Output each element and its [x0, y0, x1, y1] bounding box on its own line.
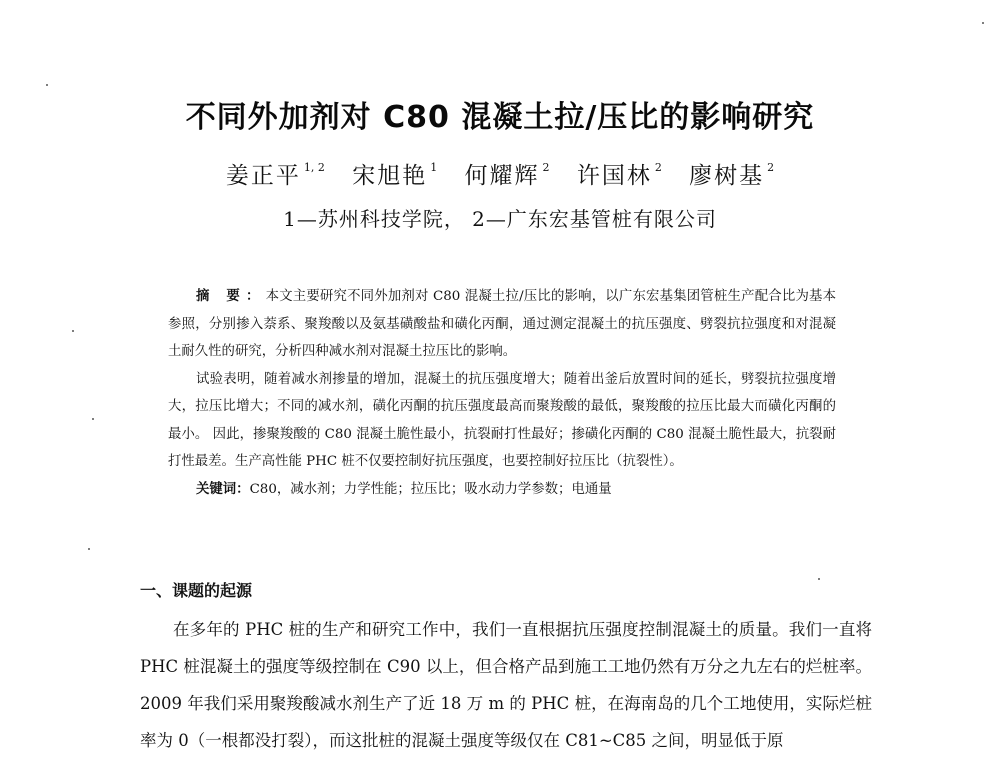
author-affiliation-mark: 2	[654, 161, 662, 174]
author	[577, 163, 662, 189]
paper-title: 不同外加剂对 C80 混凝土拉/压比的影响研究	[185, 100, 815, 135]
author-name: 廖树基	[689, 163, 765, 189]
author-affiliation-mark: 1, 2	[303, 161, 325, 174]
scan-speck	[72, 330, 74, 332]
author-name: 宋旭艳	[352, 163, 428, 189]
keywords-label: 关键词：	[196, 480, 250, 497]
author-affiliation-mark: 2	[767, 161, 775, 174]
author-name: 何耀辉	[464, 163, 540, 189]
author-affiliation-mark: 1	[430, 161, 438, 174]
abstract-paragraph	[168, 283, 836, 366]
scan-speck	[92, 418, 94, 420]
author	[226, 163, 325, 189]
scan-speck	[982, 22, 984, 24]
author-list	[0, 157, 1000, 190]
author	[465, 163, 550, 189]
keywords-text: C80，减水剂；力学性能；拉压比；吸水动力学参数；电通量	[249, 481, 612, 497]
section-body	[140, 611, 872, 759]
abstract-paragraph: 试验表明，随着减水剂掺量的增加，混凝土的抗压强度增大；随着出釜后放置时间的延长，劈裂抗拉强度增大，拉压比增大；不同的减水剂，磺化丙酮的抗压强度最高而聚羧酸的最低，聚羧酸的拉压比最大而磺化丙酮的最小。 因此，掺聚羧酸的 C80 混凝土脆性最小，抗裂耐打性最好；掺磺化丙酮的 C80 混凝土脆性最大，抗裂耐打性最差。生产高性能 PHC 桩不仅要控制好抗压强度，也要控制好拉压比（抗裂性）。	[168, 371, 836, 469]
author-name: 许国林	[576, 163, 652, 189]
body-paragraph: 在多年的 PHC 桩的生产和研究工作中，我们一直根据抗压强度控制混凝土的质量。我们一直将 PHC 桩混凝土的强度等级控制在 C90 以上，但合格产品到施工工地仍然有万分之九左右的烂桩率。2009 年我们采用聚羧酸减水剂生产了近 18 万 m 的 PHC 桩，在海南岛的几个工地使用，实际烂桩率为 0（一根都没打裂），而这批桩的混凝土强度等级仅在 C81~C85 之间，明显低于原	[140, 620, 872, 750]
abstract-label: 摘 要：	[196, 288, 266, 304]
affiliations: 1—苏州科技学院， 2—广东宏基管桩有限公司	[283, 207, 717, 231]
author-affiliation-mark: 2	[542, 161, 550, 174]
section-heading: 一、课题的起源	[140, 581, 253, 600]
author	[352, 163, 437, 189]
keywords	[168, 476, 836, 504]
abstract-text: 本文主要研究不同外加剂对 C80 混凝土拉/压比的影响，以广东宏基集团管桩生产配合比为基本参照，分别掺入萘系、聚羧酸以及氨基磺酸盐和磺化丙酮，通过测定混凝土的抗压强度、劈裂抗拉强度和对混凝土耐久性的研究，分析四种减水剂对混凝土拉压比的影响。	[168, 289, 836, 359]
scan-speck	[46, 84, 48, 86]
author-name: 姜正平	[225, 163, 301, 189]
scan-speck	[88, 548, 90, 550]
abstract	[168, 283, 836, 503]
author	[689, 163, 774, 189]
scan-speck	[818, 578, 820, 580]
